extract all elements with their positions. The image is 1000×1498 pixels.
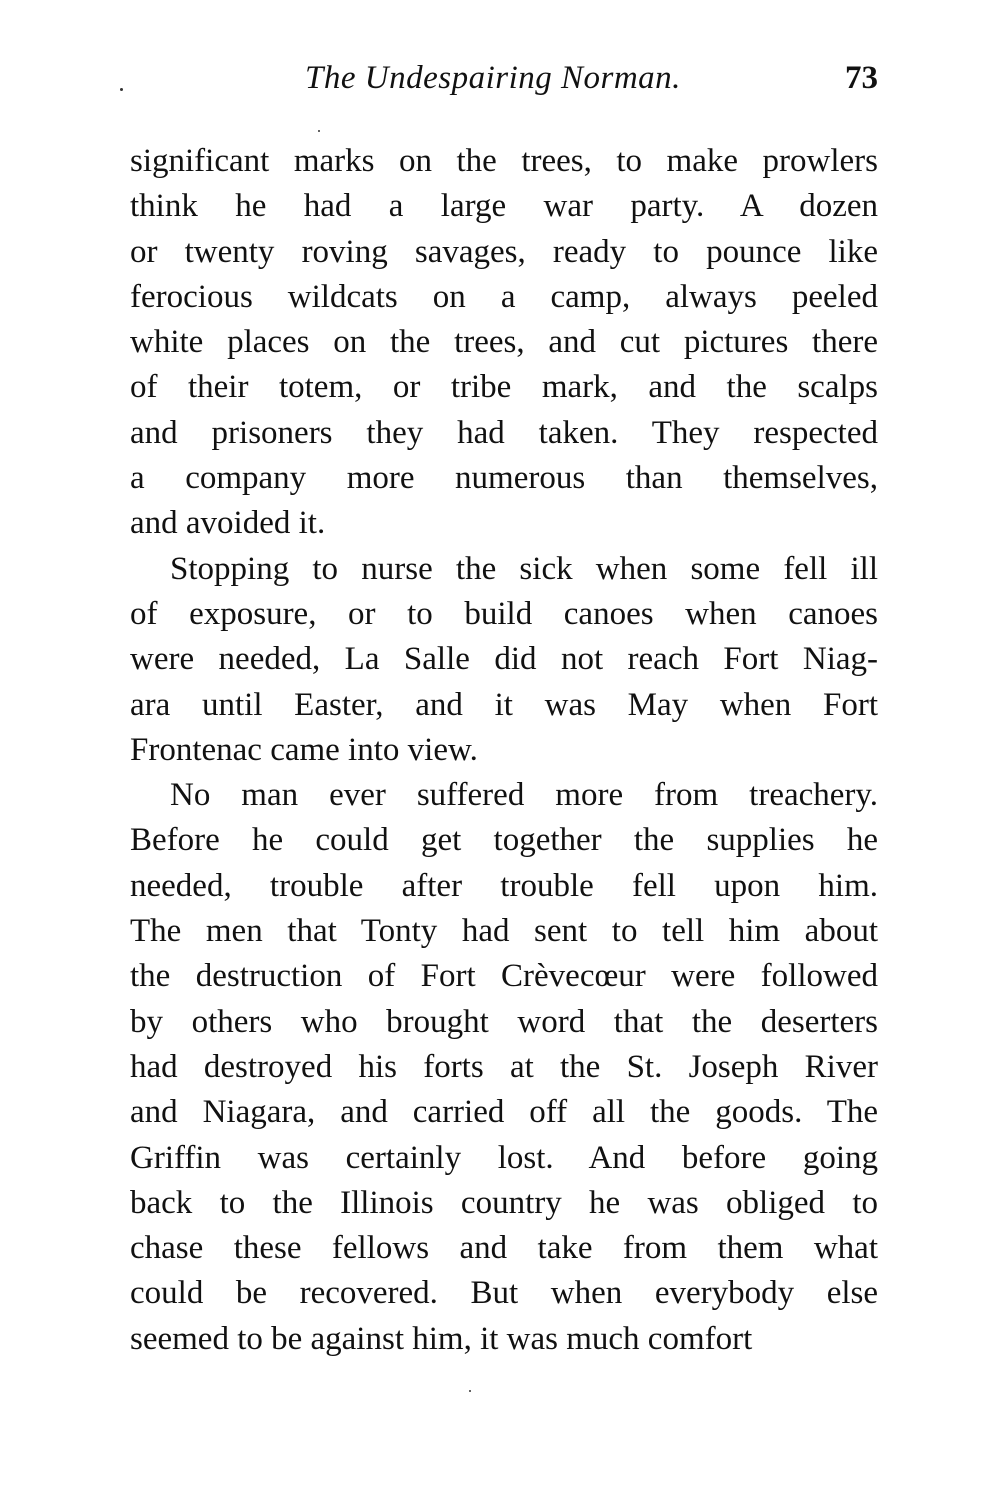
text-line: or twenty roving savages, ready to pounce like [130,233,878,270]
text-line: Griffin was certainly lost. And before going [130,1139,878,1176]
print-speck [120,88,123,91]
text-line: white places on the trees, and cut pictures there [130,324,878,361]
text-line: needed, trouble after trouble fell upon him. [130,867,878,904]
text-line: by others who brought word that the deserters [130,1003,878,1040]
text-line: and prisoners they had taken. They respected [130,414,878,451]
paragraph [130,139,878,547]
text-line: were needed, La Salle did not reach Fort Niag- [130,641,878,678]
text-line: ara until Easter, and it was May when Fort [130,686,878,723]
paragraph [130,547,878,773]
text-line: No man ever suffered more from treachery. [170,777,878,814]
text-line: think he had a large war party. A dozen [130,188,878,225]
running-title: The Undespairing Norman. [305,60,681,96]
text-line: and Niagara, and carried off all the goods. The [130,1094,878,1131]
text-line: seemed to be against him, it was much comfort [130,1320,753,1357]
text-line: chase these fellows and take from them what [130,1230,878,1267]
paragraph [130,773,878,1362]
text-line: a company more numerous than themselves, [130,460,878,497]
body-text [130,139,878,1362]
page-number: 73 [845,60,878,96]
text-line: could be recovered. But when everybody else [130,1275,878,1312]
text-line: The men that Tonty had sent to tell him about [130,913,878,950]
text-line: Before he could get together the supplies he [130,822,878,859]
text-line: and avoided it. [130,505,326,542]
text-line: the destruction of Fort Crèvecœur were followed [130,958,878,995]
text-line: significant marks on the trees, to make prowlers [130,143,878,179]
text-line: of exposure, or to build canoes when canoes [130,595,878,632]
print-speck [318,130,320,132]
print-speck [469,1390,471,1392]
text-line: ferocious wildcats on a camp, always peeled [130,278,878,315]
text-line: of their totem, or tribe mark, and the scalps [130,369,878,406]
text-line: had destroyed his forts at the St. Joseph River [130,1048,878,1085]
text-line: Frontenac came into view. [130,731,478,768]
text-line: Stopping to nurse the sick when some fell ill [170,550,878,587]
running-head [130,60,880,104]
text-line: back to the Illinois country he was obliged to [130,1184,878,1221]
